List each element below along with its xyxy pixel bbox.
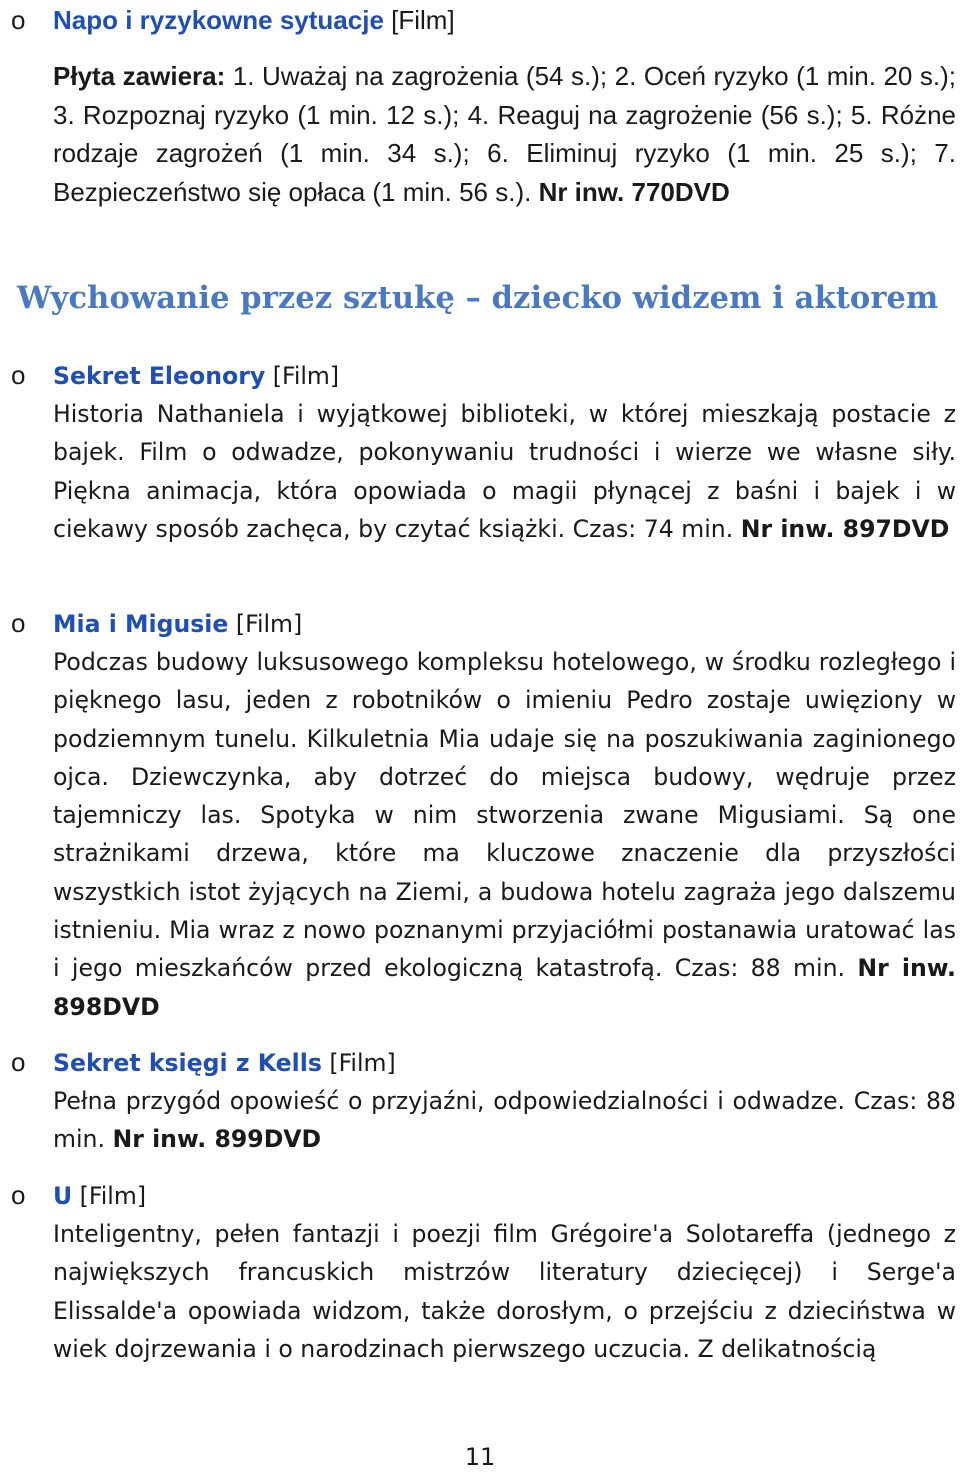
- list-bullet: o: [11, 608, 26, 638]
- list-bullet: o: [11, 5, 26, 35]
- section-heading: Wychowanie przez sztukę – dziecko widzem i aktorem: [17, 280, 939, 316]
- film-type-tag: [Film]: [272, 362, 340, 390]
- film-description: [53, 643, 956, 1026]
- entry-heading: [53, 5, 455, 36]
- film-type-tag: [Film]: [235, 610, 303, 638]
- description-text: 1. Uważaj na zagrożenia (54 s.); 2. Oceń ryzyko (1 min. 20 s.); 3. Rozpoznaj ryzyko (1 min. 12 s.); 4. Reaguj na zagrożenie (56 s.); 5. Różne rodzaje zagrożeń (1 min. 34 s.); 6. Eliminuj ryzyko (1 min. 25 s.); 7. Bezpieczeństwo się opłaca (1 min. 56 s.).: [53, 61, 956, 207]
- list-bullet: o: [11, 1047, 26, 1077]
- film-type-tag: [Film]: [391, 5, 455, 35]
- film-type-tag: [Film]: [79, 1182, 147, 1210]
- entry-heading: [53, 1049, 396, 1077]
- inventory-number: Nr inw. 898DVD: [53, 954, 956, 1021]
- entry-heading: [53, 362, 339, 390]
- description-text: Podczas budowy luksusowego kompleksu hotelowego, w środku rozległego i pięknego lasu, jeden z robotników o imieniu Pedro zostaje uwięziony w podziemnym tunelu. Kilkuletnia Mia udaje się na poszukiwania zaginionego ojca. Dziewczynka, aby dotrzeć do miejsca budowy, wędruje przez tajemniczy las. Spotyka w nim stworzenia zwane Migusiami. Są one strażnikami drzewa, które ma kluczowe znaczenie dla przyszłości wszystkich istot żyjących na Ziemi, a budowa hotelu zagraża jego dalszemu istnieniu. Mia wraz z nowo poznanymi przyjaciółmi postanawia uratować las i jego mieszkańców przed ekologiczną katastrofą. Czas: 88 min.: [53, 648, 956, 983]
- film-title: Napo i ryzykowne sytuacje: [53, 5, 384, 35]
- entry-heading: [53, 610, 302, 638]
- list-bullet: o: [11, 1180, 26, 1210]
- film-description: [53, 395, 956, 548]
- film-title: U: [53, 1182, 73, 1210]
- list-bullet: o: [11, 360, 26, 390]
- description-text: Pełna przygód opowieść o przyjaźni, odpowiedzialności i odwadze. Czas: 88 min.: [53, 1087, 956, 1154]
- film-description: [53, 1082, 956, 1159]
- page-number: 11: [464, 1443, 496, 1471]
- entry-heading: [53, 1182, 146, 1210]
- inventory-number: Nr inw. 770DVD: [538, 176, 730, 207]
- film-description: [53, 1215, 956, 1368]
- inventory-number: Nr inw. 899DVD: [112, 1125, 322, 1154]
- film-title: Mia i Migusie: [53, 610, 229, 638]
- inventory-number: Nr inw. 897DVD: [740, 514, 950, 543]
- film-title: Sekret Eleonory: [53, 362, 266, 390]
- description-text: Historia Nathaniela i wyjątkowej biblioteki, w której mieszkają postacie z bajek. Film o odwadze, pokonywaniu trudności i wierze we własne siły. Piękna animacja, która opowiada o magii płynącej z baśni i bajek i w ciekawy sposób zachęca, by czytać książki. Czas: 74 min.: [53, 400, 956, 543]
- contents-label: Płyta zawiera:: [53, 61, 226, 91]
- film-description: [53, 57, 956, 211]
- film-type-tag: [Film]: [329, 1049, 396, 1077]
- description-text: Inteligentny, pełen fantazji i poezji film Grégoire'a Solotareffa (jednego z największych francuskich mistrzów literatury dziecięcej) i Serge'a Elissalde'a opowiada widzom, także dorosłym, o przejściu z dzieciństwa w wiek dojrzewania i o narodzinach pierwszego uczucia. Z delikatnością: [53, 1220, 956, 1363]
- film-title: Sekret księgi z Kells: [53, 1049, 322, 1077]
